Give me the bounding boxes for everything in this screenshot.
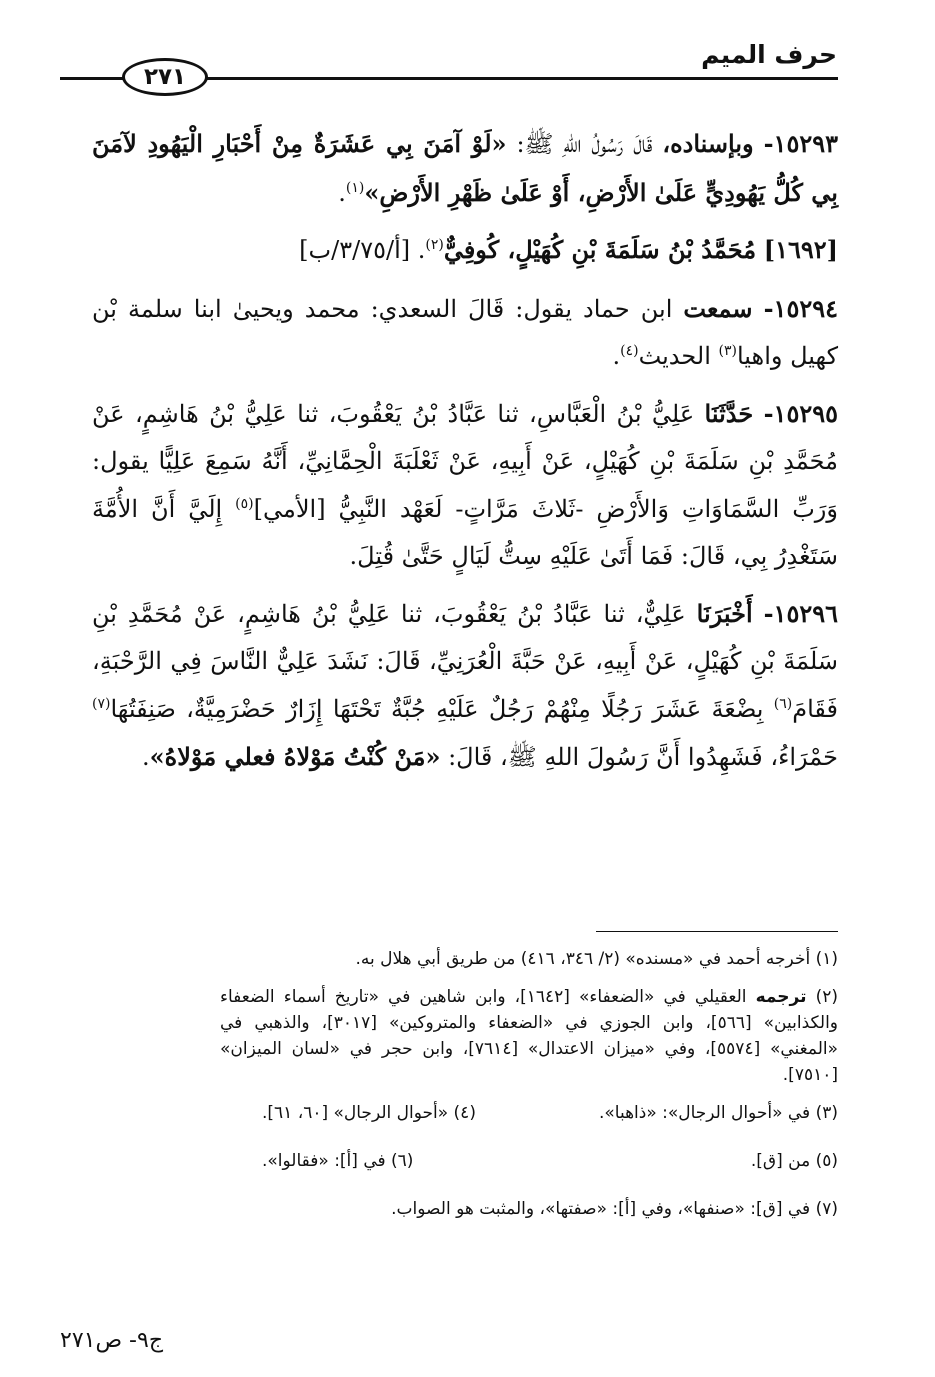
entry-15295 xyxy=(92,390,838,581)
body-text xyxy=(92,120,838,791)
entry-text: ابن حماد يقول: قَالَ السعدي: محمد ويحيىٰ ابنا سلمة بْن كهيل واهيا xyxy=(92,294,838,370)
footnote-separator xyxy=(596,931,838,932)
chapter-header: حرف الميم xyxy=(701,40,837,69)
entry-number: ١٥٢٩٥- xyxy=(763,398,838,428)
entry-number: ١٥٢٩٦- xyxy=(763,598,838,628)
footnote-5: (٥) من [ق]. xyxy=(750,1151,838,1171)
entry-number: ١٥٢٩٣- xyxy=(763,129,838,158)
entry-text: قَالَ رَسُولُ اللهِ ﷺ: xyxy=(506,130,653,158)
entry-number: ١٥٢٩٤- xyxy=(763,293,838,323)
footnote-row-5-6 xyxy=(220,1148,838,1174)
entry-15293 xyxy=(92,120,838,217)
footnote-marker: (١) xyxy=(345,179,365,196)
entry-15296 xyxy=(92,590,838,782)
footnote-marker: (٣) xyxy=(718,343,737,359)
manuscript-ref: . [أ/٣/٧٥/ب] xyxy=(299,236,426,264)
entry-tail: . xyxy=(612,342,621,370)
volume-page-reference: ج٩- ص٢٧١ xyxy=(60,1328,164,1353)
footnote-7: (٧) في [ق]: «صنفها»، وفي [أ]: «صفتها»، والمثبت هو الصواب. xyxy=(391,1199,838,1219)
footnote-label: (٢) xyxy=(815,987,838,1007)
footnote-marker: (٦) xyxy=(773,695,793,712)
footnote-bold-word: ترجمه xyxy=(755,987,807,1007)
footnote-3: (٣) في «أحوال الرجال»: «ذاهبا». xyxy=(598,1103,838,1123)
narrator-entry-1692 xyxy=(92,226,838,275)
footnote-marker: (٧) xyxy=(92,695,111,712)
entry-15294 xyxy=(92,285,838,381)
page-number-badge: ٢٧١ xyxy=(122,58,208,96)
footnote-text: العقيلي في «الضعفاء» [١٦٤٢]، وابن شاهين في «تاريخ أسماء الضعفاء والكذابين» [٥٦٦]، وابن الجوزي في «الضعفاء والمتروكين» [٣٠١٧]، والذهبي في «المغني» [٥٥٧٤]، وفي «ميزان الاعتدال» [٧٦١٤]، وابن حجر في «لسان الميزان» [٧٥١٠]. xyxy=(220,987,838,1085)
footnote-1: (١) أخرجه أحمد في «مسنده» (٢/ ٣٤٦، ٤١٦) من طريق أبي هلال به. xyxy=(355,949,838,969)
footnotes xyxy=(220,946,838,1234)
entry-text: إِلَيَّ أَنَّ الأُمَّةَ سَتَغْدِرُ بِي، قَالَ: فَمَا أَتَىٰ عَلَيْهِ سِتُّ لَيَالٍ حَتَّىٰ قُتِلَ. xyxy=(92,494,838,570)
entry-text: حَمْرَاءُ، فَشَهِدُوا أَنَّ رَسُولَ اللهِ ﷺ، قَالَ: xyxy=(440,743,838,771)
hadith-quote: «لَوْ آمَنَ بِي عَشَرَةٌ مِنْ أَحْبَارِ الْيَهُودِ لآمَنَ بِي كُلُّ يَهُودِيٍّ عَلَىٰ الأَرْضِ، أَوْ عَلَىٰ ظَهْرِ الأَرْضِ» xyxy=(92,129,838,207)
footnote-2 xyxy=(220,984,838,1088)
entry-text: عَلِيٌّ، ثنا عَبَّادُ بْنُ يَعْقُوبَ، ثنا عَلِيُّ بْنُ هَاشِمٍ، عَنْ مُحَمَّدِ بْنِ سَلَمَةَ بْنِ كُهَيْلٍ، عَنْ أَبِيهِ، عَنْ حَبَّةَ الْعُرَنِيِّ، قَالَ: نَشَدَ عَلِيٌّ النَّاسَ فِي الرَّحْبَةِ، فَقَامَ xyxy=(92,599,838,723)
entry-tail: . xyxy=(142,743,150,771)
entry-lead: وبإسناده، xyxy=(662,129,754,158)
footnote-row-3-4 xyxy=(220,1100,838,1126)
entry-text: عَلِيُّ بْنُ الْعَبَّاسِ، ثنا عَبَّادُ بْنُ يَعْقُوبَ، ثنا عَلِيُّ بْنُ هَاشِمٍ، عَنْ مُحَمَّدِ بْنِ سَلَمَةَ بْنِ كُهَيْلٍ، عَنْ أَبِيهِ، عَنْ ثَعْلَبَةَ الْحِمَّانِيِّ، أَنَّهُ سَمِعَ عَلِيًّا يقول: وَرَبِّ السَّمَاوَاتِ وَالأَرْضِ -ثَلاثَ مَرَّاتٍ- لَعَهْد النَّبِيُّ [الأمي] xyxy=(92,399,838,523)
entry-lead: سمعت xyxy=(683,293,753,323)
narrator-name: مُحَمَّدُ بْنُ سَلَمَةَ بْنِ كُهَيْلٍ، كُوفِيٌّ xyxy=(443,235,757,264)
footnote-marker: (٤) xyxy=(620,343,639,359)
hadith-quote: «مَنْ كُنْتُ مَوْلاهُ فعلي مَوْلاهُ» xyxy=(149,742,441,771)
footnote-6: (٦) في [أ]: «فقالوا». xyxy=(262,1151,414,1171)
entry-text: بِضْعَةَ عَشَرَ رَجُلًا مِنْهُمْ رَجُلٌ عَلَيْهِ جُبَّةٌ تَحْتَهَا إِزَارٌ حَضْرَمِيَّةٌ، صَنِفَتُهَا xyxy=(110,694,774,723)
entry-lead: أَخْبَرَنَا xyxy=(696,598,753,628)
footnote-4: (٤) «أحوال الرجال» [٦٠، ٦١]. xyxy=(262,1103,476,1123)
entry-text: الحديث xyxy=(638,342,719,370)
entry-lead: حَدَّثَنَا xyxy=(704,398,754,428)
entry-number: [١٦٩٢] xyxy=(763,235,838,264)
footnote-marker: (٢) xyxy=(425,237,444,253)
entry-tail: . xyxy=(338,178,346,207)
footnote-marker: (٥) xyxy=(235,495,254,512)
